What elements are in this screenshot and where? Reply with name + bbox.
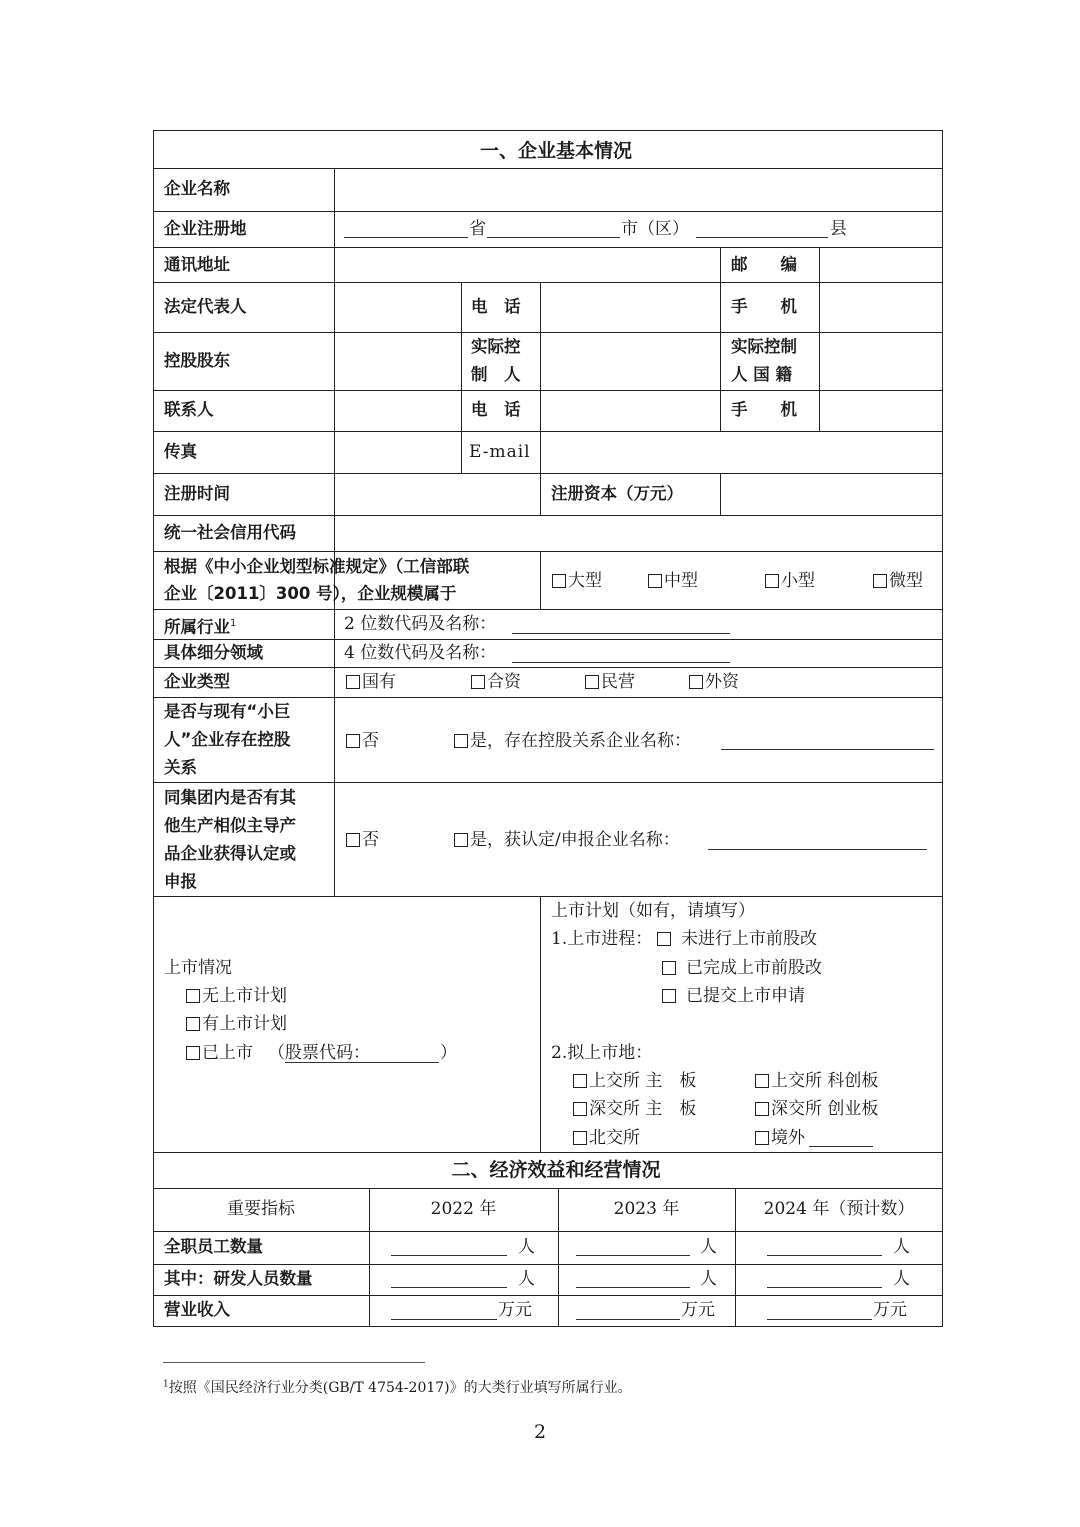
row-divider [153,282,943,283]
stock-code-label: （股票代码： [268,1043,370,1063]
row-divider [153,639,943,640]
col-divider [540,473,541,515]
subfield-code-field[interactable] [512,662,730,663]
staff-2022-field[interactable] [391,1255,507,1256]
staff-2024-field[interactable] [767,1255,882,1256]
rd-2024-unit: 人 [893,1269,910,1289]
revenue-2024-field[interactable] [767,1319,872,1320]
option-label: 国有 [362,672,396,692]
option-label: 合资 [487,672,521,692]
plan-progress-option-3[interactable] [662,986,805,1006]
registration-label: 企业注册地 [164,219,247,238]
group-label-line1: 同集团内是否有其 [164,788,296,807]
header-indicator: 重要指标 [227,1199,295,1219]
col-divider [540,551,541,609]
header-2023: 2023 年 [613,1199,680,1219]
venue-sse-star[interactable] [755,1071,878,1091]
col-divider [334,168,335,896]
checkbox[interactable] [873,574,887,588]
row-divider [153,667,943,668]
scale-label-line1: 根据《中小企业划型标准规定》（工信部联 [164,557,470,576]
row-divider [153,697,943,698]
venue-overseas[interactable] [755,1128,805,1148]
row-divider [153,515,943,516]
controller-nationality-line1: 实际控制 [731,337,797,356]
option-label: 中型 [664,571,698,591]
rd-2023-field[interactable] [576,1287,690,1288]
giant-option-yes[interactable] [454,731,691,751]
row-divider [153,1231,943,1232]
section1-title: 一、企业基本情况 [479,140,632,162]
subfield-code-prompt: 4 位数代码及名称： [344,643,497,663]
checkbox[interactable] [186,989,200,1003]
legal-rep-label: 法定代表人 [164,297,247,316]
option-label: 深交所 主 板 [589,1099,697,1119]
revenue-2023-field[interactable] [576,1319,680,1320]
plan-progress-option-1[interactable] [657,929,817,949]
group-option-no[interactable] [346,830,379,850]
revenue-2022-unit: 万元 [498,1300,532,1320]
scale-option-small[interactable] [765,571,815,591]
row-divider [153,247,943,248]
venue-szse-main[interactable] [573,1099,696,1119]
footnote [163,1377,632,1397]
address-label: 通讯地址 [164,255,230,274]
option-label: 深交所 创业板 [771,1099,879,1119]
shareholder-label: 控股股东 [164,351,230,370]
controller-label-line2: 制 人 [471,365,521,384]
staff-2022-unit: 人 [518,1237,535,1257]
checkbox[interactable] [552,574,566,588]
option-label: 否 [362,731,379,751]
county-field[interactable] [696,237,828,238]
checkbox[interactable] [689,675,703,689]
overseas-venue-field[interactable] [809,1146,873,1147]
row-divider [153,896,943,897]
city-field[interactable] [487,237,620,238]
giant-label-line2: 人”企业存在控股 [164,730,291,749]
footnote-mark: 1 [163,1379,169,1390]
revenue-2023-unit: 万元 [681,1300,715,1320]
checkbox[interactable] [662,961,676,975]
scale-option-large[interactable] [552,571,602,591]
giant-label-line1: 是否与现有“小巨 [164,702,291,721]
row-divider [153,390,943,391]
listing-label: 上市情况 [164,958,232,978]
revenue-label: 营业收入 [164,1300,230,1319]
option-label: 上交所 科创板 [771,1071,879,1091]
group-option-yes[interactable] [454,830,680,850]
email-label: E-mail [469,442,531,462]
group-label-line2: 他生产相似主导产 [164,816,296,835]
giant-label-line3: 关系 [164,758,197,777]
fax-label: 传真 [164,442,197,461]
giant-option-no[interactable] [346,731,379,751]
scale-option-micro[interactable] [873,571,923,591]
industry-code-prompt: 2 位数代码及名称： [344,614,497,634]
option-label: 大型 [568,571,602,591]
industry-label [164,614,236,638]
type-option-jv[interactable] [471,672,521,692]
giant-company-name-field[interactable] [721,749,934,750]
reg-capital-label: 注册资本（万元） [551,484,683,503]
option-label: 已上市 [202,1043,253,1063]
county-suffix: 县 [830,219,847,239]
row-divider [153,1264,943,1265]
row-divider [153,1188,943,1189]
checkbox[interactable] [648,574,662,588]
checkbox[interactable] [573,1131,587,1145]
province-suffix: 省 [469,219,486,239]
type-label: 企业类型 [164,672,230,691]
col-divider [540,282,541,473]
revenue-2024-unit: 万元 [873,1300,907,1320]
controller-label-line1: 实际控 [471,337,521,356]
staff-2023-unit: 人 [700,1237,717,1257]
mobile-label: 手 机 [731,297,797,316]
checkbox[interactable] [471,675,485,689]
col-divider [720,247,721,431]
section2-title: 二、经济效益和经营情况 [451,1159,661,1181]
industry-code-field[interactable] [512,633,730,634]
checkbox[interactable] [657,932,671,946]
option-label: 无上市计划 [202,986,287,1006]
postcode-label: 邮 编 [731,255,797,274]
option-label: 有上市计划 [202,1014,287,1034]
checkbox[interactable] [346,734,360,748]
group-label-line4: 申报 [164,872,197,891]
col-divider [819,247,820,431]
row-divider [153,473,943,474]
checkbox[interactable] [585,675,599,689]
checkbox[interactable] [755,1102,769,1116]
row-divider [153,211,943,212]
option-label: 已完成上市前股改 [686,958,822,978]
city-suffix: 市（区） [621,219,689,239]
staff-label: 全职员工数量 [164,1237,263,1256]
listing-option-plan[interactable] [186,1014,287,1034]
scale-label-line2: 企业〔2011〕300 号），企业规模属于 [164,584,457,603]
footnote-marker: 1 [230,618,237,629]
company-name-label: 企业名称 [164,179,230,198]
header-2024: 2024 年（预计数） [763,1199,915,1219]
group-company-name-field[interactable] [708,849,927,850]
col-divider [540,896,541,1152]
phone-label: 电 话 [471,297,521,316]
revenue-2022-field[interactable] [391,1319,497,1320]
venue-bse[interactable] [573,1128,640,1148]
option-label: 境外 [771,1128,805,1148]
credit-code-label: 统一社会信用代码 [164,523,296,542]
plan-venue-label: 2.拟上市地： [551,1043,653,1063]
checkbox[interactable] [573,1074,587,1088]
industry-label-text: 所属行业 [164,617,230,637]
type-option-private[interactable] [585,672,635,692]
province-field[interactable] [344,237,468,238]
subfield-label: 具体细分领域 [164,643,263,662]
option-label: 已提交上市申请 [686,986,805,1006]
row-divider [153,431,943,432]
option-label: 小型 [781,571,815,591]
header-2022: 2022 年 [430,1199,497,1219]
checkbox[interactable] [755,1131,769,1145]
checkbox[interactable] [662,989,676,1003]
reg-time-label: 注册时间 [164,484,230,503]
staff-2023-field[interactable] [576,1255,690,1256]
plan-progress-label: 1.上市进程： [551,929,653,949]
type-option-state[interactable] [346,672,396,692]
option-label: 否 [362,830,379,850]
row-divider [153,609,943,610]
option-label: 民营 [601,672,635,692]
venue-sse-main[interactable] [573,1071,696,1091]
option-label: 是，获认定/申报企业名称： [470,830,680,850]
plan-title: 上市计划（如有，请填写） [551,901,755,921]
col-divider [461,282,462,473]
checkbox[interactable] [454,734,468,748]
listing-option-listed[interactable] [186,1043,253,1063]
checkbox[interactable] [755,1074,769,1088]
footnote-text: 按照《国民经济行业分类(GB/T 4754-2017)》的大类行业填写所属行业。 [168,1380,632,1396]
venue-szse-chinext[interactable] [755,1099,878,1119]
checkbox[interactable] [346,675,360,689]
rd-2024-field[interactable] [767,1287,882,1288]
stock-code-close: ） [440,1043,457,1063]
checkbox[interactable] [346,833,360,847]
page-number: 2 [533,1421,547,1443]
rd-2022-unit: 人 [518,1269,535,1289]
option-label: 外资 [705,672,739,692]
row-divider [153,1152,943,1153]
stock-code-field[interactable] [285,1062,439,1063]
checkbox[interactable] [454,833,468,847]
controller-nationality-line2: 人 国 籍 [731,365,792,384]
option-label: 北交所 [589,1128,640,1148]
listing-option-none[interactable] [186,986,287,1006]
plan-progress-option-2[interactable] [662,958,822,978]
option-label: 微型 [889,571,923,591]
row-divider [153,551,943,552]
row-divider [153,168,943,169]
rd-2023-unit: 人 [700,1269,717,1289]
option-label: 上交所 主 板 [589,1071,697,1091]
contact-phone-label: 电 话 [471,400,521,419]
option-label: 未进行上市前股改 [681,929,817,949]
col-divider [720,473,721,515]
group-label-line3: 品企业获得认定或 [164,844,296,863]
row-divider [153,1295,943,1296]
scale-option-medium[interactable] [648,571,698,591]
contact-label: 联系人 [164,400,214,419]
option-label: 是，存在控股关系企业名称： [470,731,691,751]
checkbox[interactable] [573,1102,587,1116]
type-option-foreign[interactable] [689,672,739,692]
rd-staff-label: 其中：研发人员数量 [164,1269,313,1288]
row-divider [153,332,943,333]
checkbox[interactable] [765,574,779,588]
staff-2024-unit: 人 [893,1237,910,1257]
row-divider [153,782,943,783]
rd-2022-field[interactable] [391,1287,507,1288]
enterprise-info-table [153,130,943,1327]
contact-mobile-label: 手 机 [731,400,797,419]
checkbox[interactable] [186,1017,200,1031]
footnote-divider [163,1362,425,1363]
checkbox[interactable] [186,1046,200,1060]
